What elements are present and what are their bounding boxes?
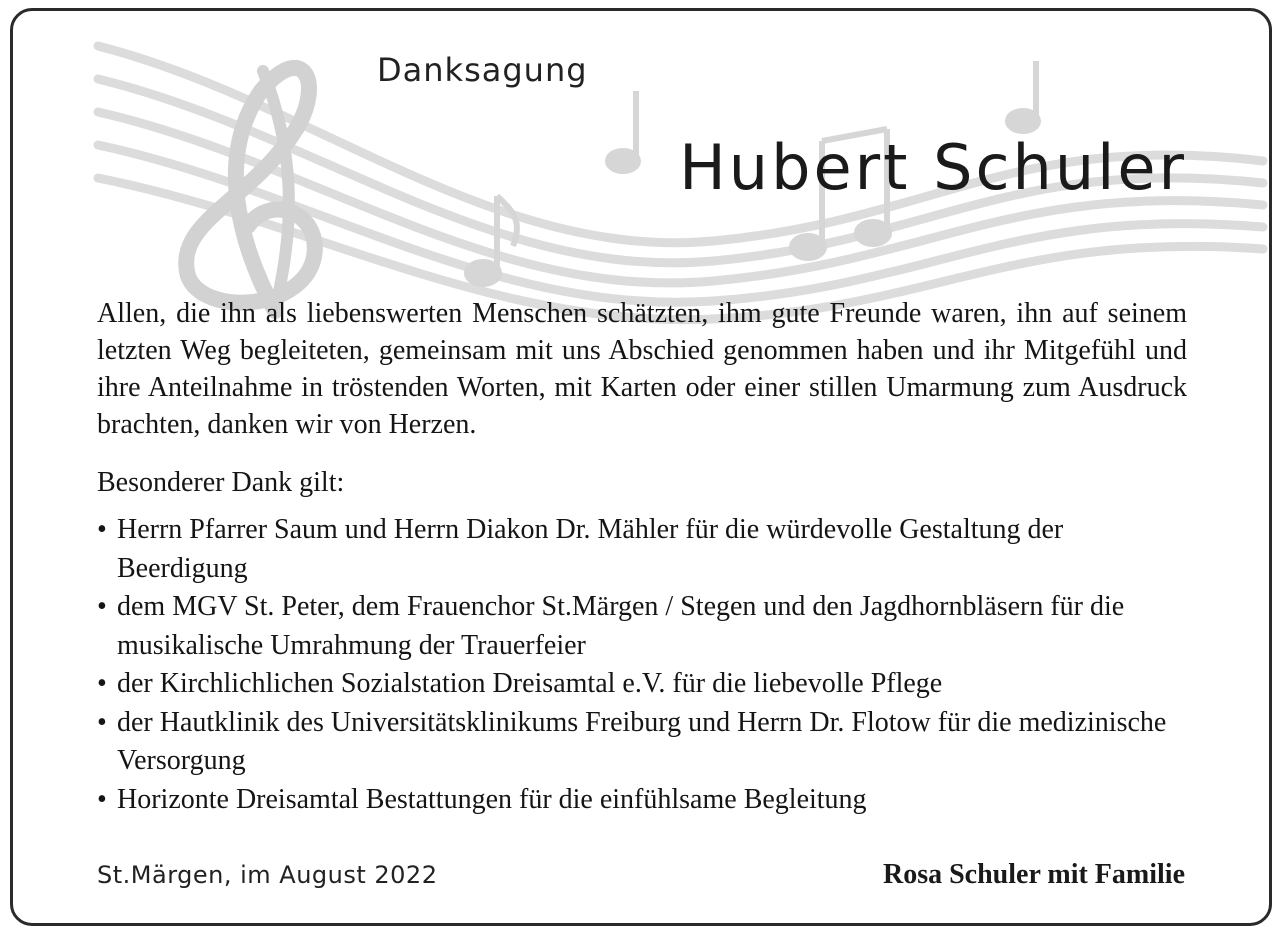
place-and-date: St.Märgen, im August 2022 xyxy=(97,861,438,889)
page-heading: Danksagung xyxy=(377,51,588,89)
bullet-icon: • xyxy=(97,706,107,738)
thanks-list xyxy=(97,511,1197,819)
thanks-paragraph: Allen, die ihn als liebenswerten Menschen schätzten, ihm gute Freunde waren, ihn auf seinem letzten Weg begleiteten, gemeinsam mit uns Abschied genommen haben und ihr Mitgefühl und ihre Anteilnahme in tröstenden Worten, mit Karten oder einer stillen Umarmung zum Ausdruck brachten, danken wir von Herzen. xyxy=(97,298,1187,440)
list-item-text: Horizonte Dreisamtal Bestattungen für die einfühlsame Begleitung xyxy=(117,783,867,815)
signature: Rosa Schuler mit Familie xyxy=(882,859,1185,890)
list-item xyxy=(97,781,1197,820)
bullet-icon: • xyxy=(97,668,107,699)
deceased-name: Hubert Schuler xyxy=(679,131,1187,204)
list-item-text: dem MGV St. Peter, dem Frauenchor St.Märgen / Stegen und den Jagdhornbläsern für die musikalische Umrahmung der Trauerfeier xyxy=(117,591,1125,661)
list-item xyxy=(97,511,1197,588)
list-item xyxy=(97,665,1197,704)
bullet-icon: • xyxy=(97,514,107,545)
list-item-text: Herrn Pfarrer Saum und Herrn Diakon Dr. Mähler für die würdevolle Gestaltung der Beerdigung xyxy=(117,514,1064,584)
obituary-card xyxy=(10,8,1272,926)
list-item-text: der Kirchlichlichen Sozialstation Dreisamtal e.V. für die liebevolle Pflege xyxy=(117,668,943,699)
list-item xyxy=(97,588,1197,665)
bullet-icon: • xyxy=(97,591,107,622)
list-item-text: der Hautklinik des Universitätsklinikums Freiburg und Herrn Dr. Flotow für die medizinische Versorgung xyxy=(117,706,1167,776)
list-item xyxy=(97,704,1197,781)
bullet-icon: • xyxy=(97,783,107,815)
special-thanks-heading: Besonderer Dank gilt: xyxy=(97,467,345,498)
